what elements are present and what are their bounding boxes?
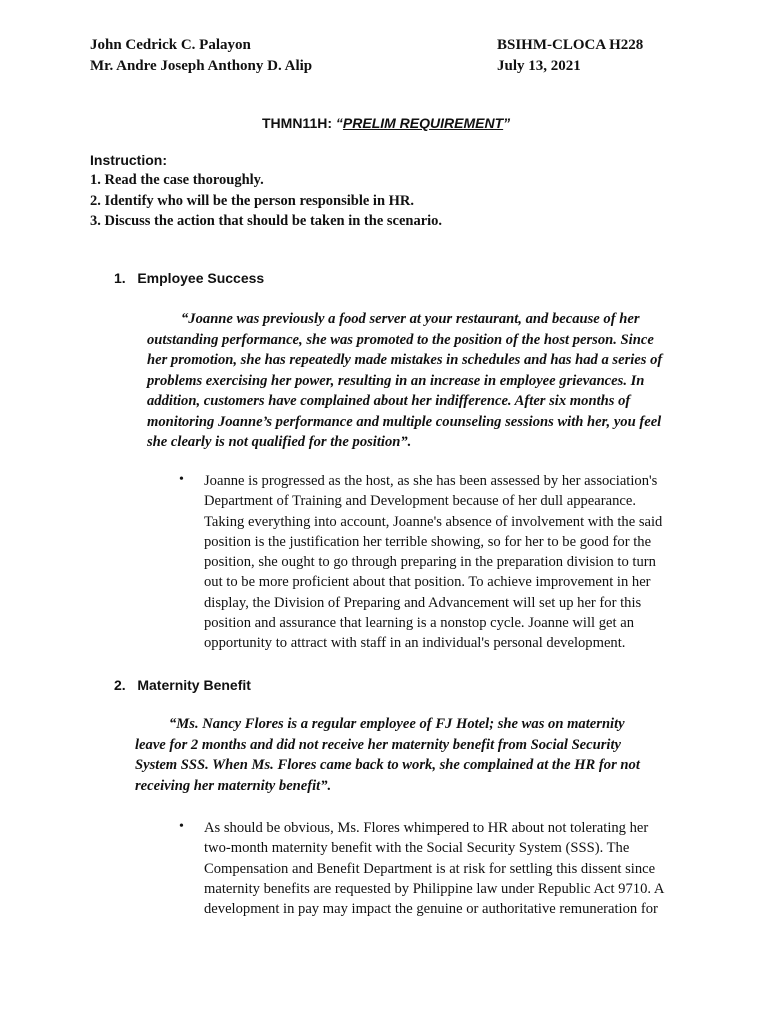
instruction-heading: Instruction: — [90, 152, 167, 168]
section-heading-maternity-benefit: 2. Maternity Benefit — [114, 677, 251, 693]
bullet-icon: • — [179, 819, 184, 834]
title-prefix: THMN11H: — [262, 115, 336, 131]
course-code: BSIHM-CLOCA H228 — [497, 37, 644, 53]
quote-line: outstanding performance, she was promoted to the position of the host person. Since — [147, 331, 654, 348]
quote-line: “Ms. Nancy Flores is a regular employee of FJ Hotel; she was on maternity — [169, 716, 625, 732]
quote-line: monitoring Joanne’s performance and multiple counseling sessions with her, you feel — [147, 413, 662, 430]
answer-line: display, the Division of Preparing and Advancement will set up her for this — [204, 594, 642, 611]
answer-line: Department of Training and Development because of her dull appearance. — [204, 493, 636, 510]
quote-line: System SSS. When Ms. Flores came back to work, she complained at the HR for not — [135, 757, 640, 773]
answer-line: maternity benefits are requested by Philippine law under Republic Act 9710. A — [204, 880, 665, 897]
answer-line: position and assurance that learning is a nonstop cycle. Joanne will get an — [204, 615, 634, 632]
quote-line: leave for 2 months and did not receive her maternity benefit from Social Security — [135, 736, 622, 753]
page-title — [262, 115, 510, 131]
answer-maternity-benefit — [204, 818, 679, 919]
quote-line: “Joanne was previously a food server at your restaurant, and because of her — [181, 311, 640, 327]
answer-line: As should be obvious, Ms. Flores whimpered to HR about not tolerating her — [204, 820, 649, 836]
answer-employee-success — [204, 471, 679, 654]
document-date: July 13, 2021 — [497, 58, 581, 74]
student-name: John Cedrick C. Palayon — [90, 37, 251, 53]
answer-line: opportunity to attract with staff in an individual's personal development. — [204, 635, 626, 652]
instruction-item: 2. Identify who will be the person responsible in HR. — [90, 193, 415, 209]
case-quote-maternity-benefit — [135, 714, 657, 796]
instruction-item: 1. Read the case thoroughly. — [90, 172, 264, 188]
quote-line: problems exercising her power, resulting in an increase in employee grievances. In — [147, 372, 645, 389]
answer-line: position, she ought to go through preparing in the preparation division to turn — [204, 554, 656, 571]
answer-line: Compensation and Benefit Department is at risk for settling this dissent since — [204, 860, 656, 877]
answer-line: Joanne is progressed as the host, as she has been assessed by her association's — [204, 473, 658, 489]
answer-line: position is the justification her terrible showing, so for her to be good for the — [204, 533, 652, 550]
quote-line: her promotion, she has repeatedly made mistakes in schedules and has had a series of — [147, 352, 663, 368]
case-quote-employee-success — [147, 309, 679, 453]
quote-line: addition, customers have complained about her indifference. After six months of — [147, 393, 631, 409]
quote-line: she clearly is not qualified for the position”. — [147, 434, 412, 450]
quote-line: receiving her maternity benefit”. — [135, 777, 332, 794]
section-heading-employee-success: 1. Employee Success — [114, 270, 265, 286]
bullet-icon: • — [179, 472, 184, 487]
instructor-name: Mr. Andre Joseph Anthony D. Alip — [90, 58, 313, 74]
answer-line: two-month maternity benefit with the Social Security System (SSS). The — [204, 840, 630, 857]
title-close-quote: ” — [503, 115, 511, 131]
answer-line: Taking everything into account, Joanne's absence of involvement with the said — [204, 513, 663, 530]
answer-line: out to be more proficient about that position. To achieve improvement in her — [204, 574, 651, 591]
title-open-quote: “ — [335, 115, 343, 131]
title-main: PRELIM REQUIREMENT — [342, 115, 504, 131]
instruction-item: 3. Discuss the action that should be taken in the scenario. — [90, 213, 443, 229]
answer-line: development in pay may impact the genuine or authoritative remuneration for — [204, 901, 658, 918]
